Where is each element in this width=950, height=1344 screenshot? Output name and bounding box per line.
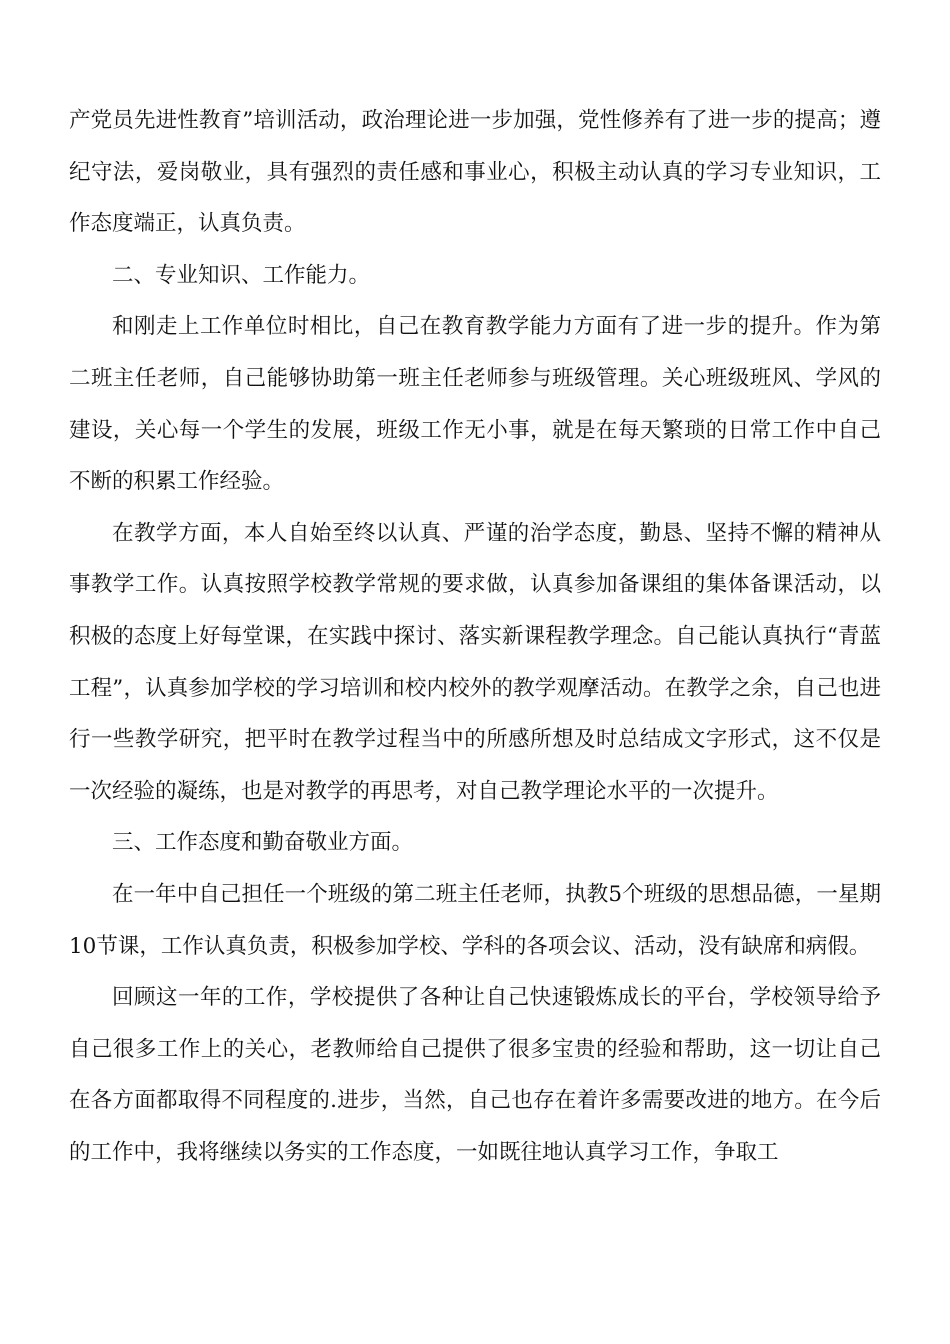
heading-professional-knowledge: 二、专业知识、工作能力。 bbox=[112, 262, 371, 288]
heading-work-attitude: 三、工作态度和勤奋敬业方面。 bbox=[112, 830, 414, 856]
paragraph-teaching-ability: 和刚走上工作单位时相比，自己在教育教学能力方面有了进一步的提升。作为第二班主任老师，自己能够协助第一班主任老师参与班级管理。关心班级班风、学风的建设，关心每一个学生的发展，班级工作无小事，就是在每天繁琐的日常工作中自己不断的积累工作经验。 bbox=[69, 314, 881, 495]
paragraph-class-duties: 在一年中自己担任一个班级的第二班主任老师，执教5个班级的思想品德，一星期10节课，工作认真负责，积极参加学校、学科的各项会议、活动，没有缺席和病假。 bbox=[69, 881, 881, 959]
document-page bbox=[69, 95, 881, 1178]
paragraph-year-review: 回顾这一年的工作，学校提供了各种让自己快速锻炼成长的平台，学校领导给予自己很多工作上的关心，老教师给自己提供了很多宝贵的经验和帮助，这一切让自己在各方面都取得不同程度的.进步，当然，自己也存在着许多需要改进的地方。在今后的工作中，我将继续以务实的工作态度，一如既往地认真学习工作，争取工 bbox=[69, 985, 881, 1165]
paragraph-party-education: 产党员先进性教育”培训活动，政治理论进一步加强，党性修养有了进一步的提高；遵纪守法，爱岗敬业，具有强烈的责任感和事业心，积极主动认真的学习专业知识，工作态度端正，认真负责。 bbox=[69, 108, 881, 237]
paragraph-teaching-work: 在教学方面，本人自始至终以认真、严谨的治学态度，勤恳、坚持不懈的精神从事教学工作。认真按照学校教学常规的要求做，认真参加备课组的集体备课活动，以积极的态度上好每堂课，在实践中探讨、落实新课程教学理念。自己能认真执行“青蓝工程”，认真参加学校的学习培训和校内校外的教学观摩活动。在教学之余，自己也进行一些教学研究，把平时在教学过程当中的所感所想及时总结成文字形式，这不仅是一次经验的凝练，也是对教学的再思考，对自己教学理论水平的一次提升。 bbox=[69, 520, 881, 804]
